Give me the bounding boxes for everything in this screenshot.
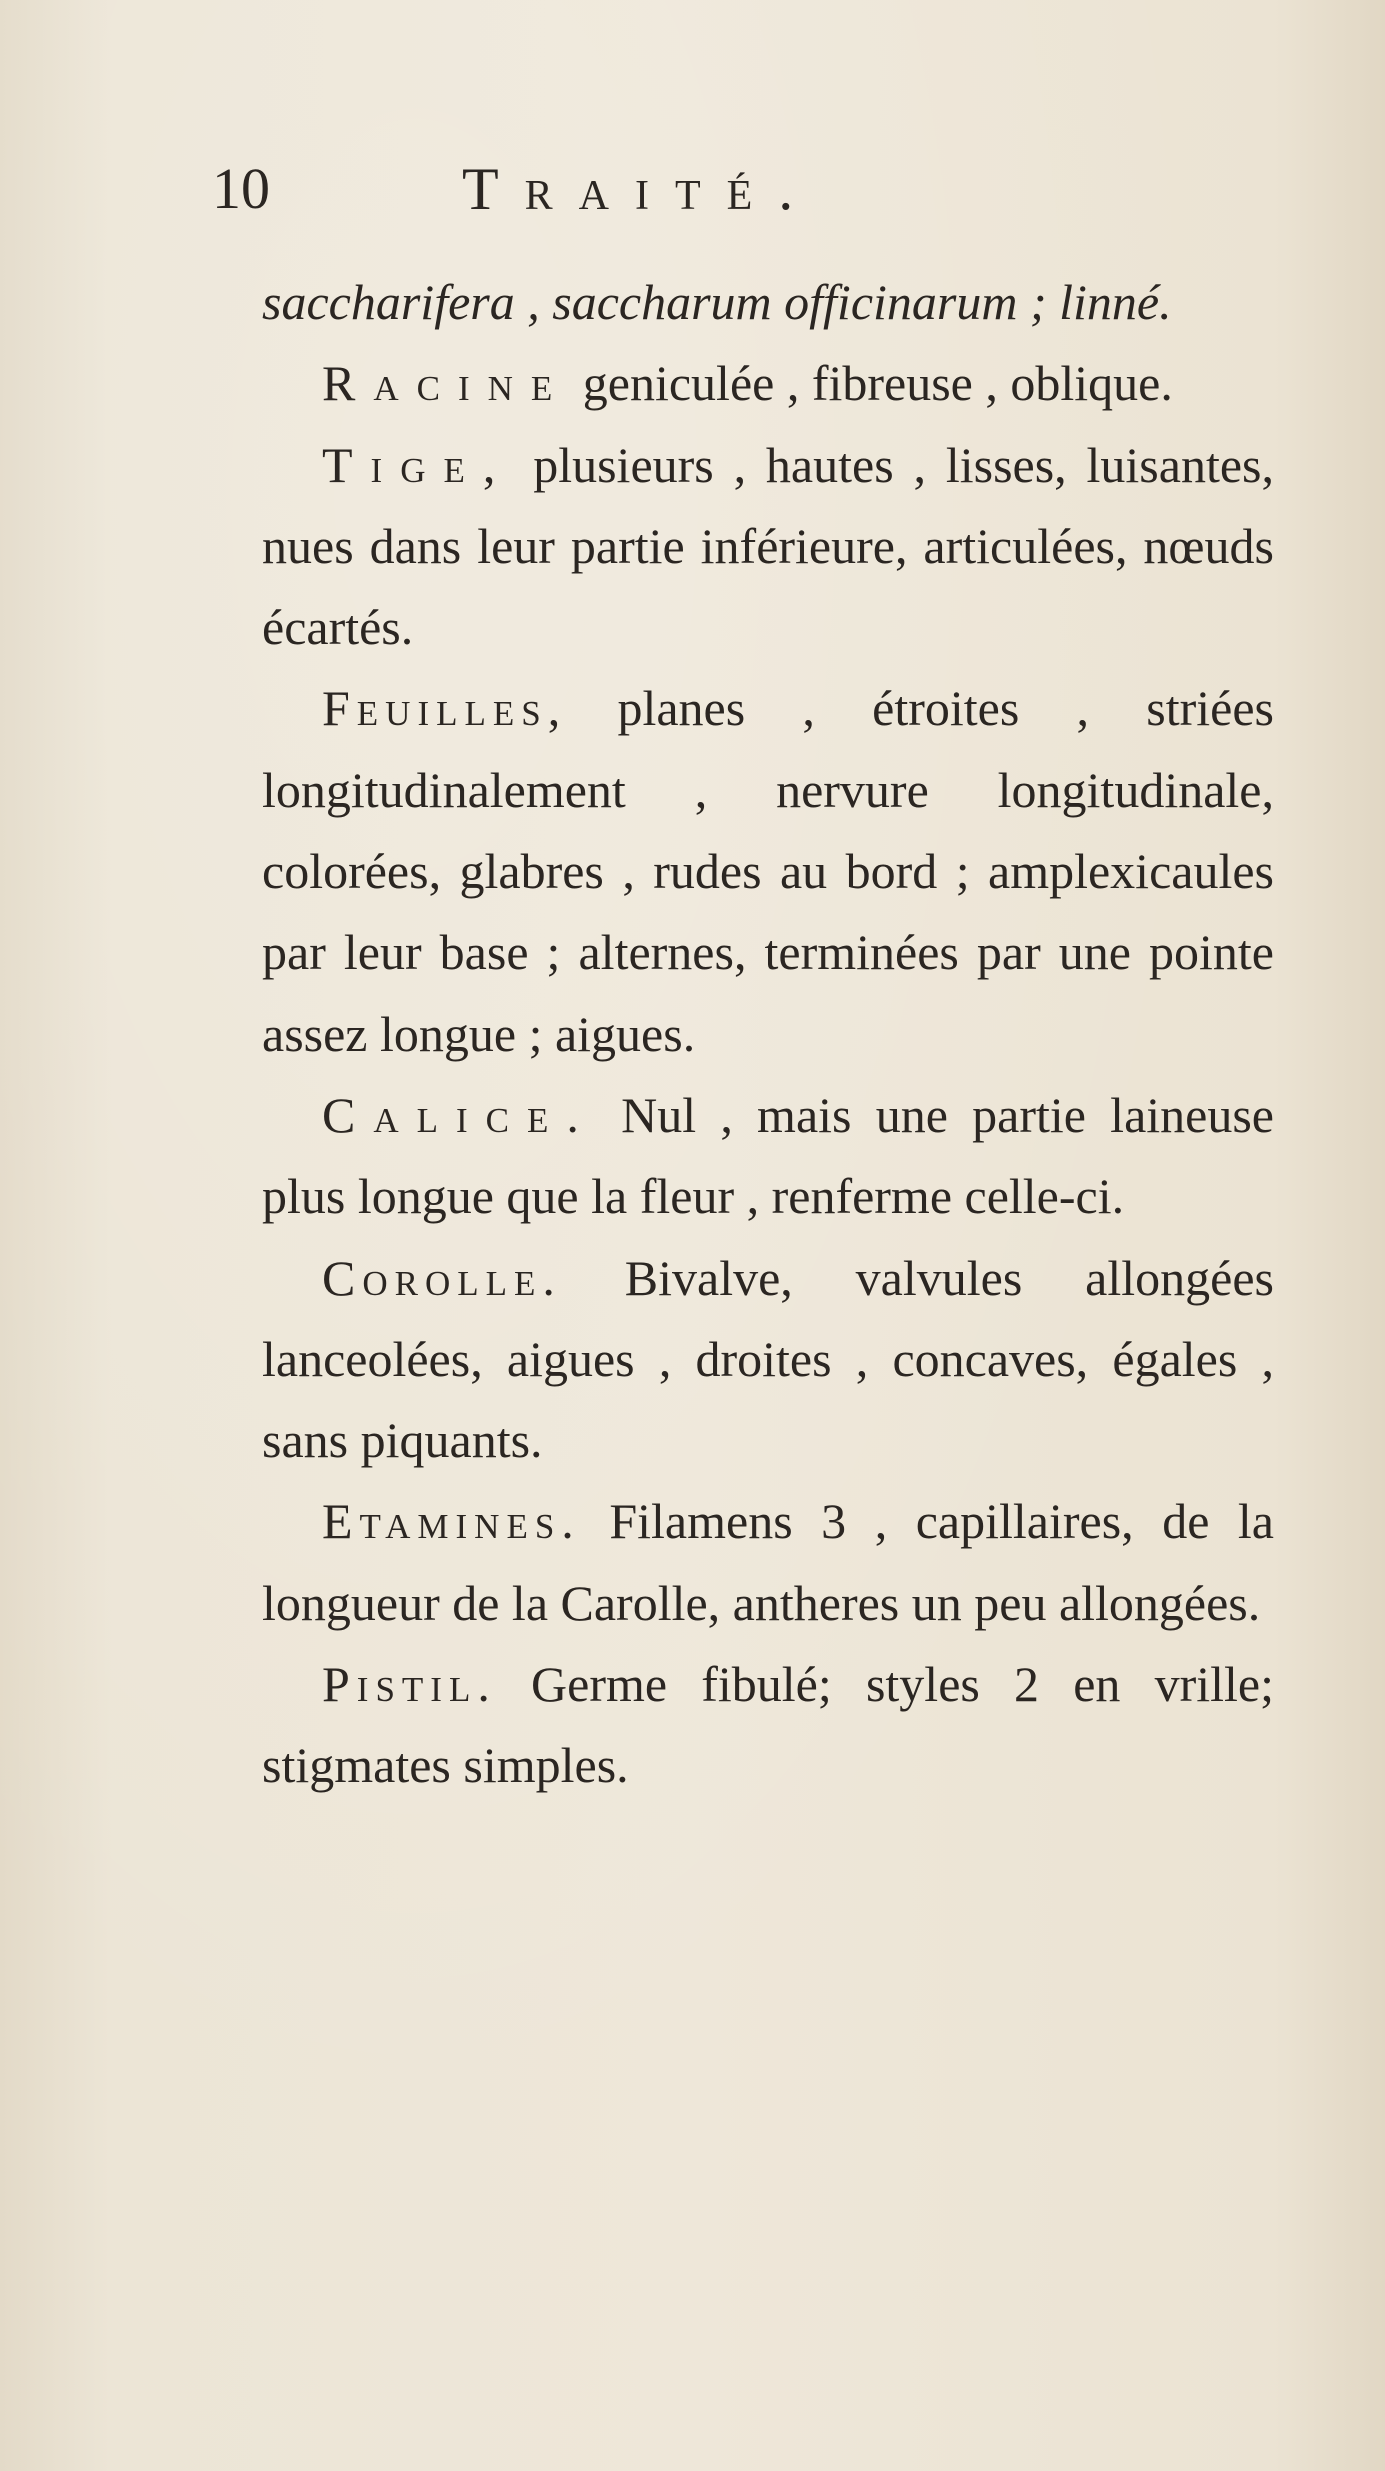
description-calice: Nul , mais une partie laineuse plus longue que la fleur , renferme celle-ci. [262, 1086, 1274, 1225]
term-corolle: Corolle. [322, 1249, 562, 1306]
description-pistil: Germe fibulé; styles 2 en vrille; stigmates simples. [262, 1656, 1274, 1794]
description-racine: geniculée , fibreuse , oblique. [570, 355, 1173, 412]
paragraph-feuilles [262, 668, 1274, 1074]
term-feuilles: Feuilles [322, 680, 548, 737]
term-pistil: Pistil. [322, 1656, 497, 1713]
description-tige: plusieurs , hautes , lisses, luisantes, nues dans leur partie inférieure, articulées, nœuds écartés. [262, 436, 1274, 656]
description-corolle: Bivalve, valvules allongées lanceolées, aigues , droites , concaves, égales , sans piquants. [262, 1249, 1274, 1469]
paragraph-calice [262, 1075, 1274, 1238]
paragraph-tige [262, 425, 1274, 669]
running-title: Traité. [462, 156, 820, 222]
paragraph-pistil [262, 1644, 1274, 1807]
term-racine: Racine [322, 355, 571, 412]
paragraph-binomial: saccharifera , saccharum officinarum ; linné. [262, 274, 1172, 330]
term-calice: Calice. [322, 1086, 597, 1143]
term-etamines: Etamines. [322, 1493, 581, 1550]
description-etamines: Filamens 3 , capillaires, de la longueur de la Carolle, antheres un peu allongées. [262, 1493, 1274, 1631]
page-number: 10 [212, 156, 270, 221]
term-tige: Tige, [322, 436, 514, 493]
body-text [262, 262, 1274, 1807]
description-feuilles: , planes , étroites , striées longitudinalement , nervure longitudinale, colorées, glabres , rudes au bord ; amplexicaules par leur base ; alternes, terminées par une pointe assez longue ; aigues. [262, 680, 1274, 1062]
paragraph-etamines [262, 1481, 1274, 1644]
paragraph-corolle [262, 1238, 1274, 1482]
paragraph-racine [262, 343, 1274, 424]
page-header [0, 155, 1385, 245]
